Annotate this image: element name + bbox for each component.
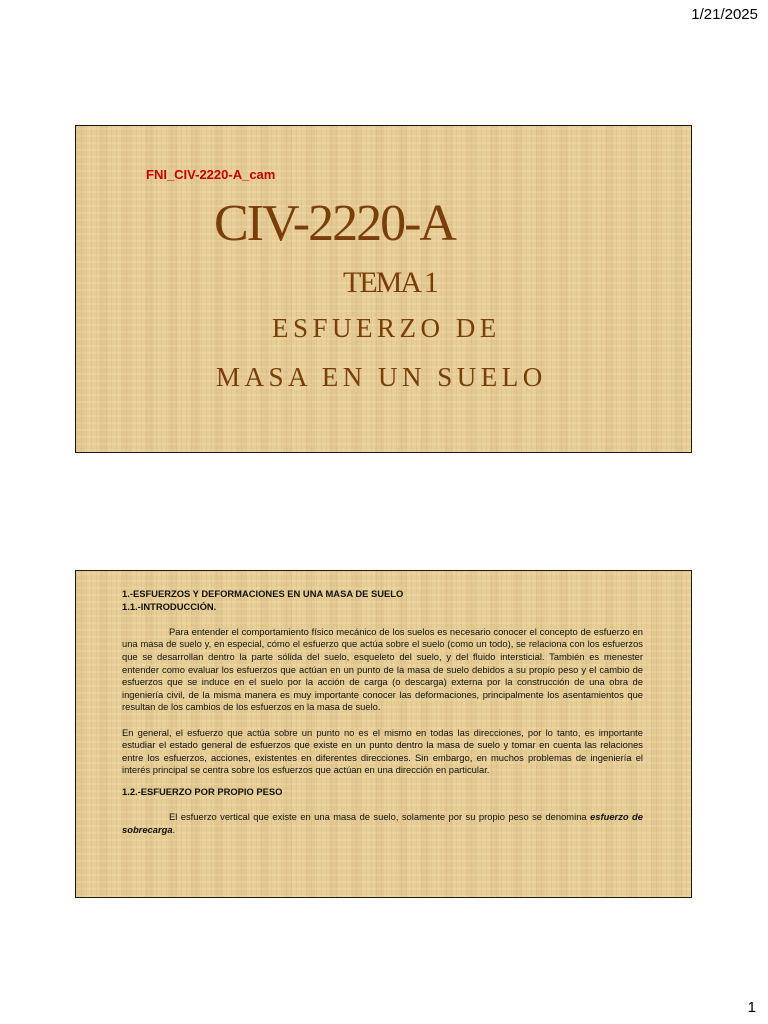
tema-label: TEMA 1 [343, 266, 437, 299]
paragraph-introduccion: Para entender el comportamiento físico mecánico de los suelos es necesario conocer el concepto de esfuerzo en una masa de suelo y, en especial, cómo el esfuerzo que actúa sobre el suelo (como un todo), se relaciona con los esfuerzos que se desarrollan dentro la parte sólida del suelo, esqueleto del suelo, y del fluido intersticial. También es menester entender como evaluar los esfuerzos que actúan en un punto de la masa de suelo debidos a su propio peso y el cambio de esfuerzos que se induce en el suelo por la acción de carga (o descarga) externa por la construcción de una obra de ingeniería civil, de la misma manera es muy importante conocer las deformaciones, principalmente los asentamientos que resultan de los cambios de los esfuerzos en la masa de suelo. [122, 625, 643, 713]
slide-content [75, 570, 692, 898]
section-heading-1-1: 1.1.-INTRODUCCIÓN. [122, 600, 217, 612]
paragraph-estado-esfuerzos: En general, el esfuerzo que actúa sobre un punto no es el mismo en todas las direcciones, por lo tanto, es importante estudiar el estado general de esfuerzos que existe en un punto dentro la masa de suelo y tomar en cuenta las relaciones entre los esfuerzos, acciones, existentes en diferentes direcciones. Sin embargo, en muchos problemas de ingeniería el interés principal se centra sobre los esfuerzos que actúan en una dirección en particular. [122, 726, 643, 776]
subtitle-line-2: MASA EN UN SUELO [216, 362, 547, 392]
paragraph-propio-peso-text: El esfuerzo vertical que existe en una masa de suelo, solamente por su propio peso se denomina [169, 811, 591, 823]
slide-text [122, 588, 643, 836]
slide-title [75, 125, 692, 453]
paragraph-propio-peso-end: . [172, 823, 176, 835]
section-heading-1-2: 1.2.-ESFUERZO POR PROPIO PESO [122, 785, 283, 797]
section-heading-1: 1.-ESFUERZOS Y DEFORMACIONES EN UNA MASA DE SUELO [122, 588, 404, 599]
page-date: 1/21/2025 [691, 6, 758, 23]
term-esfuerzo-sobrecarga: esfuerzo de sobrecarga [122, 811, 643, 835]
paragraph-propio-peso [122, 811, 643, 836]
course-code: FNI_CIV-2220-A_cam [146, 167, 276, 182]
subtitle-line-1: ESFUERZO DE [272, 313, 501, 343]
page-number: 1 [747, 999, 756, 1016]
main-title: CIV-2220-A [214, 195, 455, 252]
